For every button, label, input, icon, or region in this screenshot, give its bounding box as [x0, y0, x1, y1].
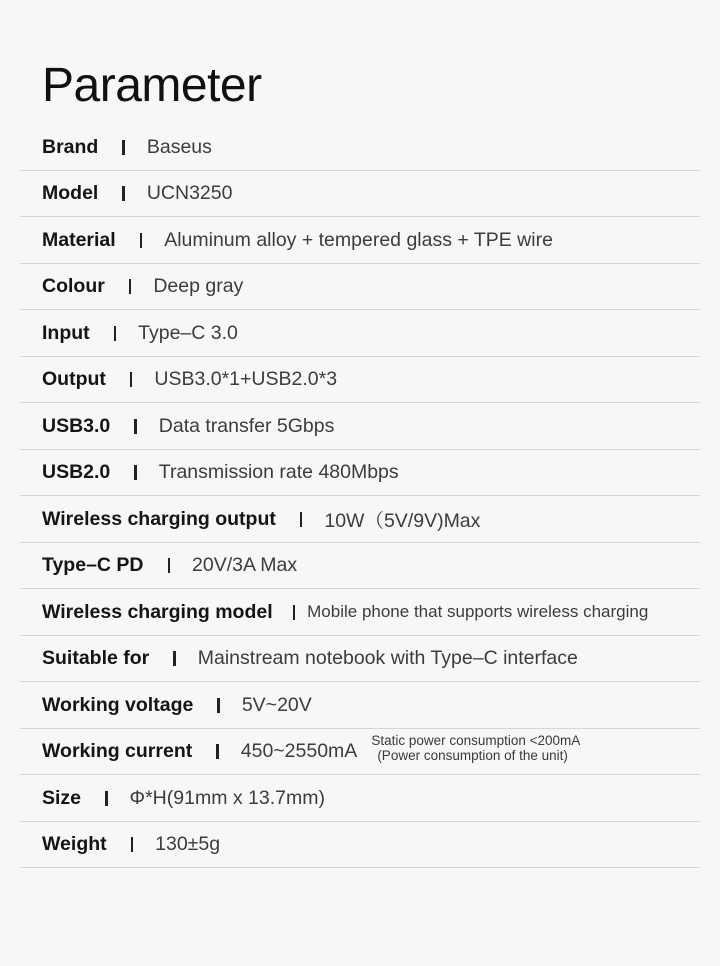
row-value: Transmission rate 480Mbps: [158, 461, 399, 483]
parameter-table: [20, 124, 700, 868]
row-label: Wireless charging output: [42, 507, 276, 530]
row-label: USB2.0: [42, 461, 111, 483]
row-usb2: [20, 450, 700, 496]
row-wireless-output: [20, 496, 700, 543]
row-usb3: [20, 403, 700, 450]
separator-bar: [114, 326, 117, 341]
row-label: Output: [42, 368, 106, 390]
row-label: Working voltage: [42, 693, 194, 716]
separator-bar: [129, 279, 132, 294]
row-label: Input: [42, 321, 90, 344]
row-label: Weight: [42, 833, 107, 855]
row-working-voltage: [20, 682, 700, 729]
separator-bar: [105, 791, 108, 806]
power-note: [371, 733, 580, 763]
note-line: Static power consumption <200mA: [371, 732, 581, 748]
separator-bar: [168, 558, 171, 573]
row-colour: [20, 264, 700, 310]
separator-bar: [173, 651, 176, 666]
row-material: [20, 217, 700, 264]
separator-bar: [217, 698, 220, 713]
row-input: [20, 310, 700, 357]
row-brand: [20, 124, 700, 171]
row-value: Mainstream notebook with Type–C interface: [197, 647, 578, 669]
row-weight: [20, 822, 700, 868]
separator-bar: [293, 605, 296, 620]
separator-bar: [130, 372, 133, 387]
row-value: 450~2550mA: [240, 740, 358, 762]
note-line: (Power consumption of the unit): [377, 747, 568, 763]
separator-bar: [122, 186, 125, 201]
separator-bar: [134, 465, 137, 480]
row-value: Baseus: [146, 135, 212, 158]
row-value: 10W（5V/9V)Max: [324, 510, 481, 532]
row-wireless-model: [20, 589, 700, 636]
separator-bar: [216, 744, 219, 759]
row-value: Aluminum alloy + tempered glass + TPE wire: [164, 228, 553, 251]
row-value: Data transfer 5Gbps: [158, 414, 335, 437]
row-value: USB3.0*1+USB2.0*3: [154, 368, 338, 390]
row-value: Type–C 3.0: [138, 321, 238, 344]
separator-bar: [134, 419, 137, 434]
row-label: Wireless charging model: [42, 600, 273, 623]
row-label: Working current: [42, 740, 193, 762]
row-value: 5V~20V: [241, 693, 312, 716]
row-value: 20V/3A Max: [192, 554, 298, 576]
row-label: Suitable for: [42, 647, 150, 669]
row-size: [20, 775, 700, 822]
row-label: Material: [42, 228, 116, 251]
row-working-current: [20, 729, 700, 775]
row-value: Mobile phone that supports wireless charging: [307, 602, 649, 621]
row-value: Φ*H(91mm x 13.7mm): [129, 786, 325, 809]
row-label: Type–C PD: [42, 554, 144, 576]
row-typec-pd: [20, 543, 700, 589]
row-label: Model: [42, 182, 99, 204]
row-model: [20, 171, 700, 217]
row-output: [20, 357, 700, 403]
separator-bar: [131, 837, 134, 852]
row-label: Size: [42, 786, 82, 809]
separator-bar: [140, 233, 143, 248]
page-title: Parameter: [42, 59, 262, 112]
row-value: UCN3250: [146, 182, 233, 204]
row-label: USB3.0: [42, 414, 111, 437]
separator-bar: [300, 512, 303, 527]
row-label: Brand: [42, 135, 99, 158]
row-label: Colour: [42, 275, 105, 297]
row-value: 130±5g: [155, 833, 221, 855]
separator-bar: [122, 140, 125, 155]
row-suitable-for: [20, 636, 700, 682]
row-value: Deep gray: [153, 275, 244, 297]
